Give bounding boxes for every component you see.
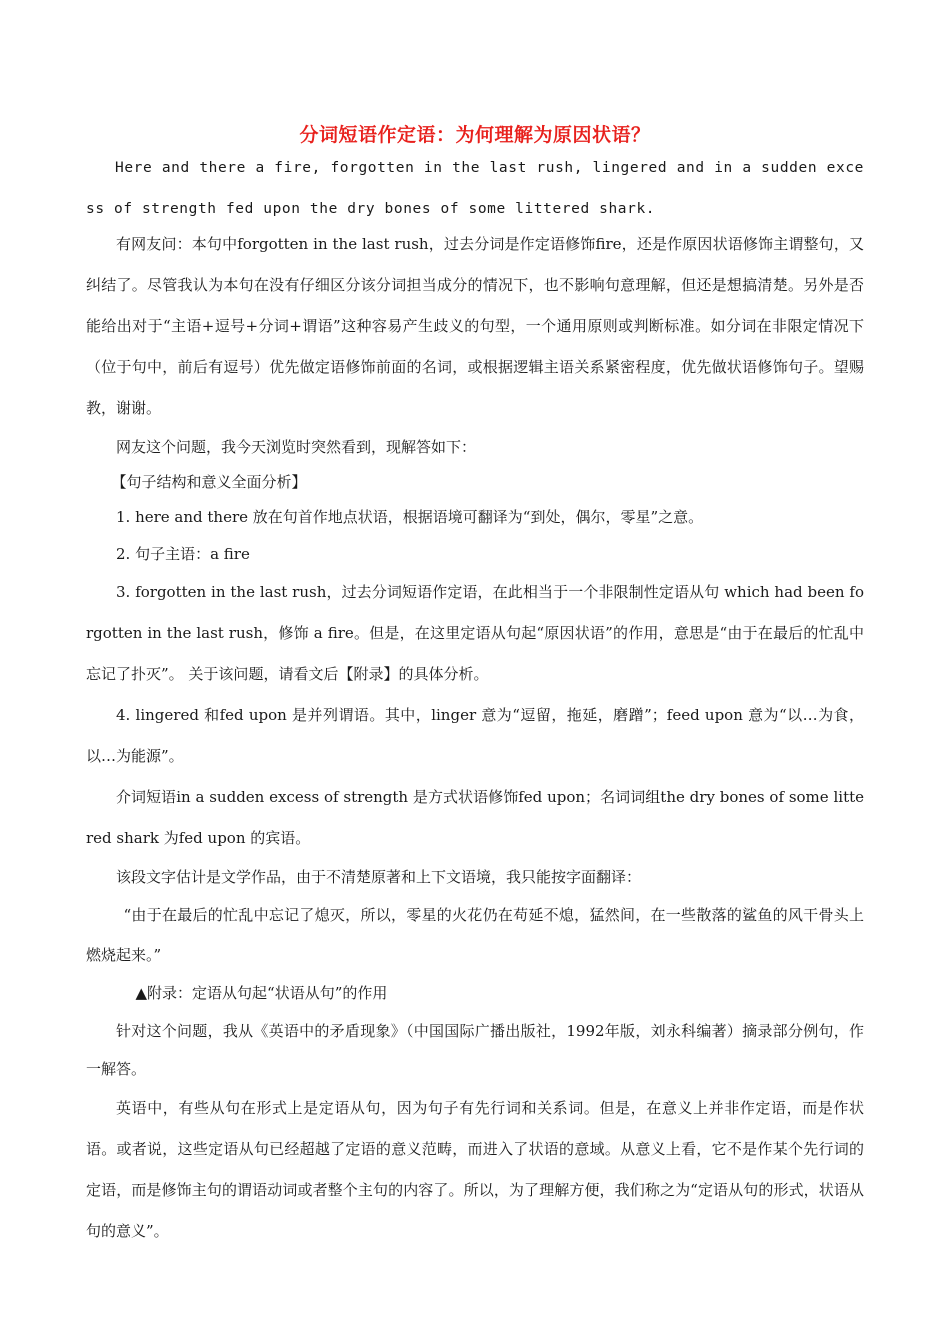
analysis-point-3: 3. forgotten in the last rush，过去分词短语作定语，在此相当于一个非限制性定语从句 which had been forgotten in the last rush，修饰 a fire。但是，在这里定语从句起“原因状语”的作用，意思是“由于在最后的忙乱中忘记了扑灭”。 关于该问题，请看文后【附录】的具体分析。 [86, 583, 864, 683]
page-title: 分词短语作定语：为何理解为原因状语？ [299, 124, 651, 146]
appendix-explanation-paragraph: 英语中，有些从句在形式上是定语从句，因为句子有先行词和关系词。但是，在意义上并非作定语，而是作状语。或者说，这些定语从句已经超越了定语的意义范畴，而进入了状语的意域。从意义上看，它不是作某个先行词的定语，而是修饰主句的谓语动词或者整个主句的内容了。所以，为了理解方便，我们称之为“定语从句的形式，状语从句的意义”。 [86, 1099, 864, 1240]
section-heading-analysis: 【句子结构和意义全面分析】 [111, 473, 307, 491]
translation-quote: “由于在最后的忙乱中忘记了熄灭，所以，零星的火花仍在苟延不熄，猛然间，在一些散落的鲨鱼的风干骨头上燃烧起来。” [86, 906, 864, 964]
english-example-sentence: Here and there a fire, forgotten in the last rush, lingered and in a sudden excess of strength fed upon the dry bones of some littered shark. [86, 160, 864, 217]
analysis-point-1: 1. here and there 放在句首作地点状语，根据语境可翻译为“到处，偶尔，零星”之意。 [116, 508, 704, 526]
analysis-point-4: 4. lingered 和fed upon 是并列谓语。其中，linger 意为“逗留，拖延，磨蹭”；feed upon 意为“以…为食，以…为能源”。 [86, 706, 864, 765]
appendix-heading: ▲附录：定语从句起“状语从句”的作用 [135, 984, 388, 1002]
translation-intro-paragraph: 该段文字估计是文学作品，由于不清楚原著和上下文语境，我只能按字面翻译： [116, 868, 642, 886]
analysis-point-2: 2. 句子主语：a fire [116, 545, 250, 563]
prepositional-phrase-paragraph: 介词短语in a sudden excess of strength 是方式状语修饰fed upon；名词词组the dry bones of some littered shark 为fed upon 的宾语。 [86, 788, 864, 847]
answer-intro-paragraph: 网友这个问题，我今天浏览时突然看到，现解答如下： [116, 438, 477, 456]
appendix-source-paragraph: 针对这个问题，我从《英语中的矛盾现象》（中国国际广播出版社，1992年版，刘永科编著）摘录部分例句，作一解答。 [86, 1022, 864, 1078]
reader-question-paragraph: 有网友问：本句中forgotten in the last rush，过去分词是作定语修饰fire，还是作原因状语修饰主谓整句，又纠结了。尽管我认为本句在没有仔细区分该分词担当成分的情况下，也不影响句意理解，但还是想搞清楚。另外是否能给出对于“主语+逗号+分词+谓语”这种容易产生歧义的句型，一个通用原则或判断标准。如分词在非限定情况下（位于句中，前后有逗号）优先做定语修饰前面的名词，或根据逻辑主语关系紧密程度，优先做状语修饰句子。望赐教，谢谢。 [86, 235, 864, 417]
